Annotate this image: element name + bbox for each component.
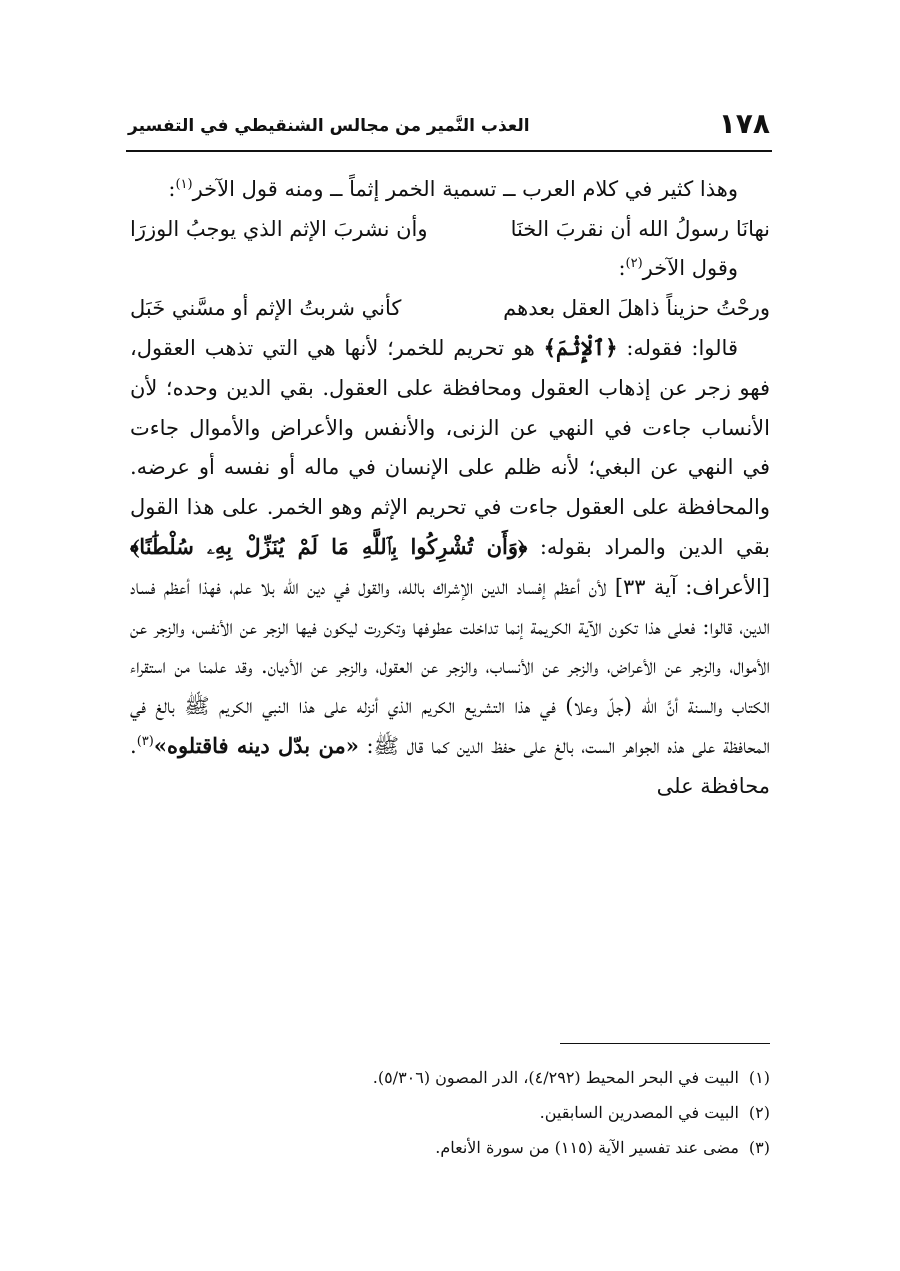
quran-quote: ﴿ٱلْإِثْمَ﴾ xyxy=(543,335,618,361)
running-title: العذب النَّمير من مجالس الشنقيطي في التفسير xyxy=(128,116,530,136)
paragraph-text: . محافظة على xyxy=(130,734,770,798)
footnote-item xyxy=(130,1060,770,1095)
page-header xyxy=(128,102,770,148)
paragraph-text: : xyxy=(618,256,626,281)
paragraph-text: هو تحريم للخمر؛ لأنها هي التي تذهب العقول، فهو زجر عن إذهاب العقول ومحافظة على العقول. بقي الدين وحده؛ لأن الأنساب جاءت في النهي عن الزنى، والأنفس والأعراض والأموال جاءت في النهي عن البغي؛ لأنه ظلم على الإنسان في ماله أو نفسه أو عرضه. والمحافظة على العقول جاءت في تحريم الإثم وهو الخمر. على هذا القول بقي الدين والمراد بقوله: xyxy=(130,336,770,560)
footnote-rule xyxy=(560,1043,770,1044)
hadith-quote: «من بدّل دينه فاقتلوه» xyxy=(153,733,359,759)
footnote-number: (٢) xyxy=(748,1103,770,1122)
footnotes xyxy=(130,1060,770,1165)
quran-quote: ﴿وَأَن تُشْرِكُوا بِٱللَّهِ مَا لَمْ يُنَزِّلْ بِهِۦ سُلْطَٰنًا﴾ xyxy=(130,534,528,560)
footnote-ref-2: (٢) xyxy=(625,256,643,272)
paragraph-text: وهذا كثير في كلام العرب ــ تسمية الخمر إثماً ــ ومنه قول الآخر xyxy=(192,177,738,201)
poetry-verse-2 xyxy=(130,289,770,329)
footnote-text: مضى عند تفسير الآية (١١٥) من سورة الأنعام. xyxy=(435,1138,739,1157)
paragraph-text: وقول الآخر xyxy=(642,256,738,281)
verse-second-hemistich: وأن نشربَ الإثم الذي يوجبُ الوزرَا xyxy=(130,216,428,241)
paragraph-second-poet xyxy=(130,249,770,289)
paragraph-text: قالوا: فقوله: xyxy=(617,336,738,361)
poetry-verse-1 xyxy=(130,210,770,250)
header-rule xyxy=(126,150,772,152)
footnote-ref-1: (١) xyxy=(175,177,193,192)
footnote-number: (٣) xyxy=(748,1138,770,1157)
main-text xyxy=(130,170,770,807)
paragraph-intro xyxy=(130,170,770,210)
paragraph-text: [الأعراف: آية ٣٣] لأن أعظم إفساد الدين الإشراك بالله، والقول في دين الله بلا علم، فهذا أعظم فساد الدين، قالوا: فعلى هذا تكون الآية الكريمة إنما تداخلت عطوفها وتكررت ليكون فيها الزجر عن الأنفس، والزجر عن الأموال، والزجر عن الأعراض، والزجر عن الأنساب، والزجر عن العقول، والزجر عن الأديان. وقد علمنا من استقراء الكتاب والسنة أنَّ الله (جلّ وعلا) في هذا التشريع الكريم الذي أنزله على هذا النبي الكريم ﷺ بالغ في المحافظة على هذه الجواهر الست، بالغ على حفظ الدين كما قال ﷺ: xyxy=(130,574,770,759)
verse-second-hemistich: كأني شربتُ الإثم أو مسَّني خَبَل xyxy=(130,295,402,320)
verse-first-hemistich: نهانَا رسولُ الله أن نقربَ الخنَا xyxy=(510,216,770,241)
footnote-text: البيت في المصدرين السابقين. xyxy=(539,1103,739,1122)
footnote-item xyxy=(130,1095,770,1130)
footnote-item xyxy=(130,1130,770,1165)
footnote-text: البيت في البحر المحيط (٤/٢٩٢)، الدر المصون (٥/٣٠٦). xyxy=(372,1068,739,1087)
page-number: ١٧٨ xyxy=(718,107,770,140)
verse-first-hemistich: ورحْتُ حزيناً ذاهلَ العقل بعدهم xyxy=(503,295,770,320)
paragraph-text: : xyxy=(168,177,176,201)
footnote-number: (١) xyxy=(748,1068,770,1087)
footnote-ref-3: (٣) xyxy=(136,734,154,750)
paragraph-commentary xyxy=(130,328,770,806)
